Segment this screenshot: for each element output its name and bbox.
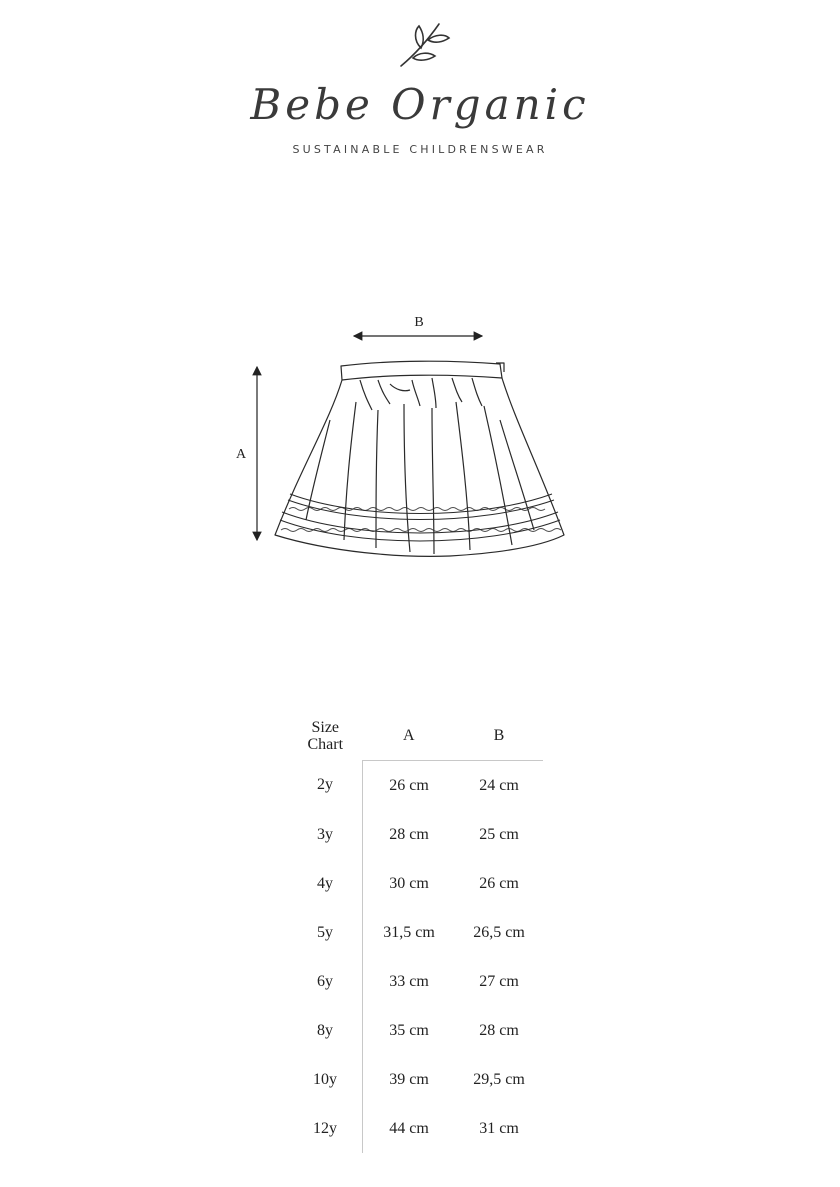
table-row [288, 1055, 543, 1104]
measurement-a-cell: 35 cm [363, 1006, 456, 1055]
size-chart-header-size [288, 712, 363, 761]
size-cell: 2y [317, 776, 333, 794]
table-row [288, 761, 543, 811]
table-row [288, 859, 543, 908]
measurement-b-cell: 26,5 cm [473, 923, 525, 941]
measurement-a-cell: 33 cm [363, 957, 456, 1006]
measurement-b-cell: 31 cm [479, 1119, 519, 1137]
measurement-b-cell: 29,5 cm [473, 1070, 525, 1088]
measurement-b-cell: 28 cm [479, 1021, 519, 1039]
table-row [288, 810, 543, 859]
measurement-b-cell: 24 cm [479, 776, 519, 794]
measurement-a-cell: 39 cm [363, 1055, 456, 1104]
skirt-trim-bands [280, 494, 561, 541]
table-row [288, 1104, 543, 1153]
measurement-b-cell: 25 cm [479, 825, 519, 843]
size-chart-table [288, 712, 543, 1153]
measurement-b-cell: 27 cm [479, 972, 519, 990]
measurement-a-cell: 30 cm [363, 859, 456, 908]
dimension-b-label: B [414, 315, 424, 330]
size-cell: 10y [313, 1070, 337, 1088]
size-cell: 4y [317, 874, 333, 892]
table-row [288, 908, 543, 957]
table-row [288, 1006, 543, 1055]
measurement-b-cell: 26 cm [479, 874, 519, 892]
table-row [288, 957, 543, 1006]
brand-tagline: SUSTAINABLE CHILDRENSWEAR [292, 143, 548, 156]
size-chart-header-row [288, 712, 543, 761]
dimension-a-label: A [235, 447, 247, 462]
measurement-a-cell: 28 cm [363, 810, 456, 859]
brand-name: Bebe Organic [250, 80, 590, 129]
size-cell: 3y [317, 825, 333, 843]
skirt-illustration [275, 361, 564, 556]
size-cell: 8y [317, 1021, 333, 1039]
size-chart-header-a: A [363, 712, 456, 761]
measurement-a-cell: 26 cm [363, 761, 456, 811]
size-cell: 6y [317, 972, 333, 990]
size-chart [288, 712, 548, 1153]
size-cell: 5y [317, 923, 333, 941]
size-chart-header-line1: Size [311, 719, 340, 737]
size-chart-header-b: B [455, 712, 543, 761]
measurement-a-cell: 31,5 cm [363, 908, 456, 957]
size-cell: 12y [313, 1119, 337, 1137]
measurement-a-cell: 44 cm [363, 1104, 456, 1153]
size-chart-header-line2: Chart [307, 736, 344, 754]
